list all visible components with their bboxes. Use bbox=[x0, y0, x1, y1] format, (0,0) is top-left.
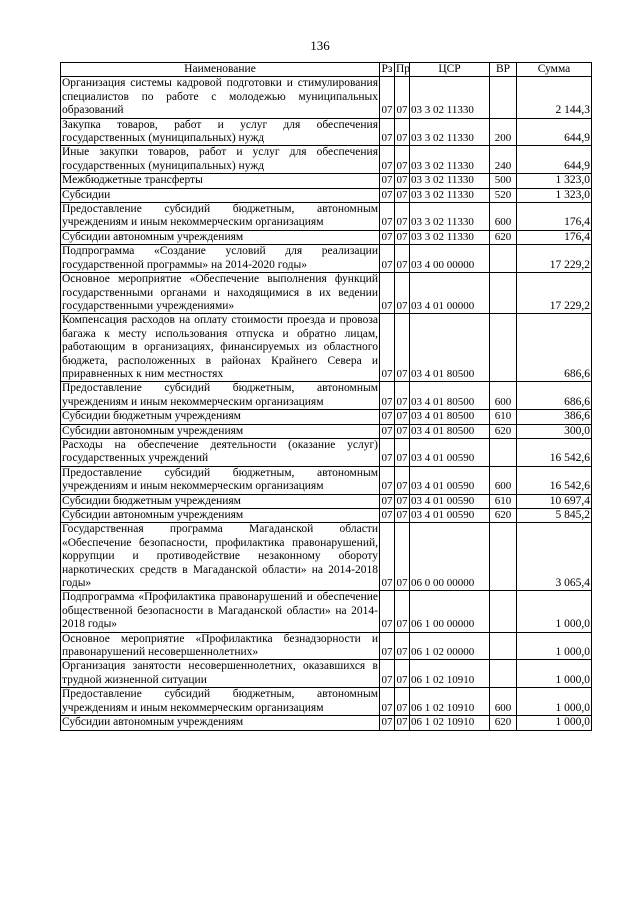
row-csr: 06 1 02 00000 bbox=[410, 632, 490, 660]
row-pr: 07 bbox=[396, 174, 408, 187]
row-name: Подпрограмма «Профилактика правонарушений и обеспечение общественной безопасности в Магаданской области» на 2014-2018 годы» bbox=[62, 591, 378, 631]
row-csr: 03 4 01 80500 bbox=[410, 382, 490, 410]
row-name: Предоставление субсидий бюджетным, автономным учреждениям и иным некоммерческим организациям bbox=[62, 466, 378, 493]
row-vr bbox=[490, 523, 517, 591]
row-sum: 644,9 bbox=[517, 118, 592, 146]
row-sum: 5 845,2 bbox=[517, 509, 592, 523]
row-name: Основное мероприятие «Обеспечение выполнения функций государственными органами и находящимися в их ведении государственными учреждениями» bbox=[62, 273, 378, 312]
row-rz: 07 bbox=[381, 410, 393, 423]
table-row bbox=[61, 523, 592, 591]
row-vr: 600 bbox=[490, 688, 517, 716]
table-row bbox=[61, 591, 592, 632]
row-csr: 06 0 00 00000 bbox=[410, 523, 490, 591]
row-csr: 03 4 01 00590 bbox=[410, 466, 490, 494]
row-rz: 07 bbox=[380, 438, 395, 466]
row-vr bbox=[490, 314, 517, 382]
row-vr bbox=[490, 632, 517, 660]
row-csr: 03 3 02 11330 bbox=[410, 188, 490, 202]
row-rz: 07 bbox=[380, 146, 395, 174]
header-name: Наименование bbox=[61, 63, 380, 77]
row-csr: 06 1 02 10910 bbox=[410, 660, 490, 688]
row-vr bbox=[490, 660, 517, 688]
row-pr: 07 bbox=[396, 509, 408, 521]
row-name: Подпрограмма «Создание условий для реализации государственной программы» на 2014-2020 годы» bbox=[62, 245, 378, 271]
row-rz: 07 bbox=[380, 203, 395, 231]
header-vr: ВР bbox=[490, 63, 517, 77]
row-vr: 620 bbox=[490, 230, 517, 244]
row-vr: 240 bbox=[490, 146, 517, 174]
row-name: Иные закупки товаров, работ и услуг для обеспечения государственных (муниципальных) нужд bbox=[62, 146, 378, 172]
row-sum: 1 000,0 bbox=[517, 660, 592, 688]
row-rz: 07 bbox=[381, 494, 393, 507]
row-rz: 07 bbox=[380, 245, 395, 273]
row-sum: 1 000,0 bbox=[517, 632, 592, 660]
row-sum: 10 697,4 bbox=[517, 494, 592, 508]
row-name: Предоставление субсидий бюджетным, автономным учреждениям и иным некоммерческим организациям bbox=[62, 688, 378, 714]
row-sum: 2 144,3 bbox=[517, 77, 592, 118]
row-pr: 07 bbox=[395, 77, 410, 118]
row-pr: 07 bbox=[395, 273, 410, 314]
table-row bbox=[61, 203, 592, 231]
row-csr: 03 4 01 80500 bbox=[410, 424, 490, 438]
table-row bbox=[61, 632, 592, 660]
row-name: Субсидии бюджетным учреждениям bbox=[61, 410, 380, 424]
budget-table bbox=[60, 62, 592, 731]
row-pr: 07 bbox=[395, 245, 410, 273]
row-pr: 07 bbox=[395, 146, 410, 174]
row-rz: 07 bbox=[381, 424, 393, 437]
row-pr: 07 bbox=[395, 591, 410, 632]
header-rz: Рз bbox=[380, 63, 395, 77]
row-csr: 03 3 02 11330 bbox=[410, 146, 490, 174]
row-vr: 610 bbox=[490, 494, 517, 508]
row-csr: 03 3 02 11330 bbox=[410, 230, 490, 244]
row-csr: 03 4 01 00000 bbox=[410, 273, 490, 314]
row-name: Межбюджетные трансферты bbox=[61, 174, 380, 188]
row-csr: 03 4 01 80500 bbox=[410, 314, 490, 382]
row-vr: 600 bbox=[490, 466, 517, 494]
row-vr: 620 bbox=[490, 509, 517, 523]
row-vr bbox=[490, 77, 517, 118]
row-csr: 03 4 01 00590 bbox=[410, 509, 490, 523]
row-rz: 07 bbox=[381, 230, 393, 243]
row-pr: 07 bbox=[395, 314, 410, 382]
row-csr: 03 3 02 11330 bbox=[410, 77, 490, 118]
table-row bbox=[61, 466, 592, 494]
row-csr: 03 3 02 11330 bbox=[410, 203, 490, 231]
row-sum: 1 323,0 bbox=[517, 188, 592, 202]
row-vr: 620 bbox=[490, 424, 517, 438]
row-vr: 600 bbox=[490, 382, 517, 410]
row-name: Субсидии автономным учреждениям bbox=[61, 716, 380, 730]
row-csr: 03 4 01 00590 bbox=[410, 438, 490, 466]
row-vr: 620 bbox=[490, 716, 517, 730]
row-rz: 07 bbox=[381, 509, 393, 521]
row-pr: 07 bbox=[396, 494, 408, 507]
row-rz: 07 bbox=[380, 466, 395, 494]
row-csr: 03 3 02 11330 bbox=[410, 118, 490, 146]
row-pr: 07 bbox=[395, 203, 410, 231]
row-sum: 176,4 bbox=[517, 203, 592, 231]
row-name: Основное мероприятие «Профилактика безнадзорности и правонарушений несовершеннолетних» bbox=[62, 632, 378, 659]
row-name: Государственная программа Магаданской области «Обеспечение безопасности, профилактика правонарушений, коррупции и противодействие незаконному обороту наркотических средств в Магаданской области» на 2014-2018 годы» bbox=[62, 523, 378, 590]
table-row bbox=[61, 494, 592, 508]
row-sum: 17 229,2 bbox=[517, 245, 592, 273]
row-rz: 07 bbox=[380, 118, 395, 146]
row-name: Субсидии автономным учреждениям bbox=[61, 230, 380, 244]
row-rz: 07 bbox=[380, 314, 395, 382]
row-vr bbox=[490, 438, 517, 466]
row-rz: 07 bbox=[381, 716, 393, 729]
row-sum: 686,6 bbox=[517, 382, 592, 410]
table-row bbox=[61, 118, 592, 146]
row-vr: 600 bbox=[490, 203, 517, 231]
table-row bbox=[61, 245, 592, 273]
row-vr: 500 bbox=[490, 174, 517, 188]
row-sum: 3 065,4 bbox=[517, 523, 592, 591]
row-csr: 06 1 00 00000 bbox=[410, 591, 490, 632]
row-rz: 07 bbox=[380, 77, 395, 118]
row-sum: 686,6 bbox=[517, 314, 592, 382]
row-sum: 16 542,6 bbox=[517, 438, 592, 466]
row-sum: 1 000,0 bbox=[517, 716, 592, 730]
row-csr: 03 4 01 80500 bbox=[410, 410, 490, 424]
row-name: Организация занятости несовершеннолетних, оказавшихся в трудной жизненной ситуации bbox=[62, 660, 378, 686]
header-pr: Пр bbox=[396, 63, 411, 75]
table-row bbox=[61, 716, 592, 730]
row-pr: 07 bbox=[396, 424, 408, 437]
table-row bbox=[61, 410, 592, 424]
row-vr: 610 bbox=[490, 410, 517, 424]
row-rz: 07 bbox=[380, 273, 395, 314]
row-sum: 644,9 bbox=[517, 146, 592, 174]
row-pr: 07 bbox=[395, 660, 410, 688]
table-header-row bbox=[61, 63, 592, 77]
table-row bbox=[61, 188, 592, 202]
row-pr: 07 bbox=[396, 230, 408, 243]
header-sum: Сумма bbox=[517, 63, 592, 77]
row-name: Предоставление субсидий бюджетным, автономным учреждениям и иным некоммерческим организациям bbox=[62, 382, 378, 408]
row-pr: 07 bbox=[395, 466, 410, 494]
row-rz: 07 bbox=[381, 188, 393, 201]
row-name: Предоставление субсидий бюджетным, автономным учреждениям и иным некоммерческим организациям bbox=[62, 203, 378, 229]
row-csr: 06 1 02 10910 bbox=[410, 716, 490, 730]
table-row bbox=[61, 314, 592, 382]
row-pr: 07 bbox=[395, 118, 410, 146]
row-pr: 07 bbox=[396, 716, 408, 729]
row-vr bbox=[490, 591, 517, 632]
row-name: Организация системы кадровой подготовки и стимулирования специалистов по работе с молодежью муниципальных образований bbox=[62, 77, 378, 117]
row-name: Субсидии bbox=[61, 188, 380, 202]
row-rz: 07 bbox=[381, 174, 393, 187]
row-name: Компенсация расходов на оплату стоимости проезда и провоза багажа к месту использования отпуска и обратно лицам, работающим в организациях, финансируемых из областного бюджета, расположенных в районах Крайнего Севера и приравненных к ним местностях bbox=[62, 314, 378, 380]
table-row bbox=[61, 424, 592, 438]
row-csr: 03 4 00 00000 bbox=[410, 245, 490, 273]
row-sum: 386,6 bbox=[517, 410, 592, 424]
table-row bbox=[61, 146, 592, 174]
table-row bbox=[61, 273, 592, 314]
row-pr: 07 bbox=[395, 688, 410, 716]
row-name: Субсидии автономным учреждениям bbox=[61, 424, 380, 438]
row-pr: 07 bbox=[395, 523, 410, 591]
row-csr: 03 3 02 11330 bbox=[410, 174, 490, 188]
table-row bbox=[61, 660, 592, 688]
row-pr: 07 bbox=[395, 438, 410, 466]
row-name: Субсидии автономным учреждениям bbox=[61, 509, 380, 523]
row-pr: 07 bbox=[396, 188, 408, 201]
row-sum: 300,0 bbox=[517, 424, 592, 438]
header-csr: ЦСР bbox=[410, 63, 490, 77]
row-sum: 17 229,2 bbox=[517, 273, 592, 314]
row-pr: 07 bbox=[395, 632, 410, 660]
row-vr: 200 bbox=[490, 118, 517, 146]
row-name: Субсидии бюджетным учреждениям bbox=[61, 494, 380, 508]
row-sum: 1 323,0 bbox=[517, 174, 592, 188]
row-csr: 06 1 02 10910 bbox=[410, 688, 490, 716]
row-rz: 07 bbox=[380, 632, 395, 660]
row-csr: 03 4 01 00590 bbox=[410, 494, 490, 508]
row-pr: 07 bbox=[395, 382, 410, 410]
table-row bbox=[61, 77, 592, 118]
row-rz: 07 bbox=[380, 523, 395, 591]
table-row bbox=[61, 438, 592, 466]
row-name: Расходы на обеспечение деятельности (оказание услуг) государственных учреждений bbox=[62, 438, 378, 465]
row-vr bbox=[490, 273, 517, 314]
page-number: 136 bbox=[310, 38, 330, 53]
row-sum: 176,4 bbox=[517, 230, 592, 244]
row-vr bbox=[490, 245, 517, 273]
row-pr: 07 bbox=[396, 410, 408, 423]
table-row bbox=[61, 382, 592, 410]
row-vr: 520 bbox=[490, 188, 517, 202]
table-row bbox=[61, 688, 592, 716]
row-rz: 07 bbox=[380, 591, 395, 632]
row-name: Закупка товаров, работ и услуг для обеспечения государственных (муниципальных) нужд bbox=[62, 118, 378, 145]
row-sum: 1 000,0 bbox=[517, 688, 592, 716]
row-sum: 1 000,0 bbox=[517, 591, 592, 632]
row-sum: 16 542,6 bbox=[517, 466, 592, 494]
table-row bbox=[61, 230, 592, 244]
table-row bbox=[61, 509, 592, 523]
table-row bbox=[61, 174, 592, 188]
row-rz: 07 bbox=[380, 382, 395, 410]
row-rz: 07 bbox=[380, 688, 395, 716]
row-rz: 07 bbox=[380, 660, 395, 688]
